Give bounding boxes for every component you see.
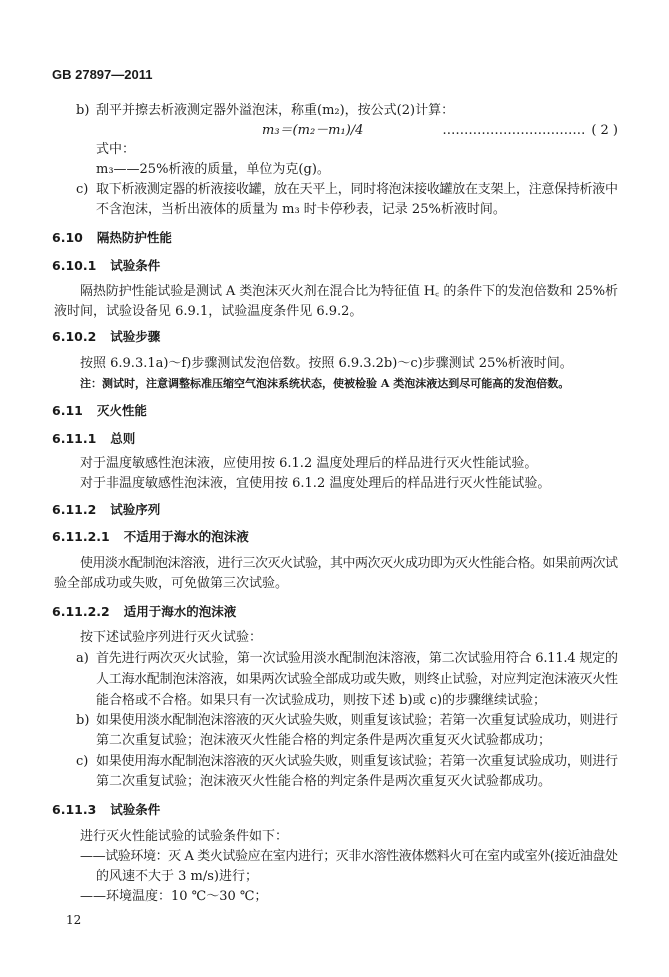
formula: m₃＝(m₂－m₁)/4 <box>262 123 364 138</box>
paragraph-line: 使用淡水配制泡沫溶液，进行三次灭火试验，其中两次灭火成功即为灭火性能合格。如果前两次试 <box>80 556 618 571</box>
item-label: a) <box>76 651 89 666</box>
paragraph-line: 进行灭火性能试验的试验条件如下： <box>80 829 289 844</box>
section-title: 灭火性能 <box>96 403 147 418</box>
paragraph-line: 验全部成功或失败，可免做第三次试验。 <box>54 576 289 591</box>
formula-leader-dots: …………………………… <box>442 123 586 138</box>
text-line: 如果使用海水配制泡沫溶液的灭火试验失败，则重复该试验；若第一次重复试验成功，则进行 <box>96 754 618 769</box>
formula-number: ( 2 ) <box>591 123 618 138</box>
section-title: 试验条件 <box>110 802 161 817</box>
text-line: 刮平并擦去析液测定器外溢泡沫，称重(m₂)，按公式(2)计算： <box>96 103 455 118</box>
section-number: 6.10.1 <box>52 258 97 273</box>
item-label: c) <box>76 754 89 769</box>
text-line: 第二次重复试验；泡沫液灭火性能合格的判定条件是两次重复灭火试验都成功。 <box>96 774 552 789</box>
text-line: 如果使用淡水配制泡沫溶液的灭火试验失败，则重复该试验；若第一次重复试验成功，则进行 <box>96 713 618 728</box>
section-heading-6-10 <box>52 230 172 246</box>
section-heading-6-11-2-2 <box>52 604 236 620</box>
section-title: 适用于海水的泡沫液 <box>123 604 237 619</box>
dash-item-line: ——环境温度：10 ℃～30 ℃； <box>80 889 268 904</box>
section-number: 6.11.3 <box>52 802 97 817</box>
paragraph-line: 对于温度敏感性泡沫液，应使用按 6.1.2 温度处理后的样品进行灭火性能试验。 <box>80 456 538 471</box>
dash-item-line: ——试验环境：灭 A 类火试验应在室内进行；灭非水溶性液体燃料火可在室内或室外(接近油盘处 <box>80 849 618 864</box>
section-number: 6.11.2.2 <box>52 604 110 619</box>
item-label: b) <box>76 103 90 118</box>
paragraph-line: 按下述试验序列进行灭火试验： <box>80 630 263 645</box>
section-title: 隔热防护性能 <box>96 230 172 245</box>
paragraph-line: 按照 6.9.3.1a)～f)步骤测试发泡倍数。按照 6.9.3.2b)～c)步骤测试 25%析液时间。 <box>80 356 573 371</box>
paragraph-line: 对于非温度敏感性泡沫液，宜使用按 6.1.2 温度处理后的样品进行灭火性能试验。 <box>80 476 551 491</box>
section-title: 试验序列 <box>110 502 161 517</box>
section-heading-6-11-2 <box>52 502 160 518</box>
section-heading-6-11 <box>52 403 147 419</box>
section-heading-6-10-2 <box>52 329 160 345</box>
paragraph-line: 液时间，试验设备见 6.9.1，试验温度条件见 6.9.2。 <box>54 304 363 319</box>
section-heading-6-11-1 <box>52 431 135 447</box>
dash-item-line: 的风速不大于 3 m/s)进行； <box>96 869 258 884</box>
where-label: 式中： <box>96 142 136 157</box>
item-label: c) <box>76 182 89 197</box>
text-line: 第二次重复试验；泡沫液灭火性能合格的判定条件是两次重复灭火试验都成功； <box>96 733 552 748</box>
variable-definition: m₃——25%析液的质量，单位为克(g)。 <box>96 162 330 177</box>
standard-code-header: GB 27897—2011 <box>52 67 153 82</box>
section-number: 6.11 <box>52 403 83 418</box>
section-number: 6.10.2 <box>52 329 97 344</box>
section-number: 6.10 <box>52 230 83 245</box>
section-number: 6.11.2 <box>52 502 97 517</box>
paragraph-line: 隔热防护性能试验是测试 A 类泡沫灭火剂在混合比为特征值 H꜀ 的条件下的发泡倍数和 25%析 <box>80 284 618 299</box>
section-title: 总则 <box>110 431 136 446</box>
item-label: b) <box>76 713 90 728</box>
text-line: 能合格或不合格。如果只有一次试验成功，则按下述 b)或 c)的步骤继续试验； <box>96 693 547 708</box>
section-heading-6-11-2-1 <box>52 529 249 545</box>
section-number: 6.11.2.1 <box>52 529 110 544</box>
section-title: 试验条件 <box>110 258 161 273</box>
text-line: 首先进行两次灭火试验，第一次试验用淡水配制泡沫溶液，第二次试验用符合 6.11.4 规定的 <box>96 651 618 666</box>
formula-row <box>262 123 618 139</box>
section-heading-6-11-3 <box>52 802 160 818</box>
section-title: 不适用于海水的泡沫液 <box>123 529 249 544</box>
section-title: 试验步骤 <box>110 329 161 344</box>
section-number: 6.11.1 <box>52 431 97 446</box>
text-line: 人工海水配制泡沫溶液，如果两次试验全部成功或失败，则终止试验，对应判定泡沫液灭火性 <box>96 672 618 687</box>
text-line: 不含泡沫，当析出液体的质量为 m₃ 时卡停秒表，记录 25%析液时间。 <box>96 202 506 217</box>
note: 注：测试时，注意调整标准压缩空气泡沫系统状态，使被检验 A 类泡沫液达到尽可能高的发泡倍数。 <box>80 377 570 390</box>
page-number: 12 <box>66 913 82 927</box>
section-heading-6-10-1 <box>52 258 160 274</box>
text-line: 取下析液测定器的析液接收罐，放在天平上，同时将泡沫接收罐放在支架上，注意保持析液中 <box>96 182 618 197</box>
